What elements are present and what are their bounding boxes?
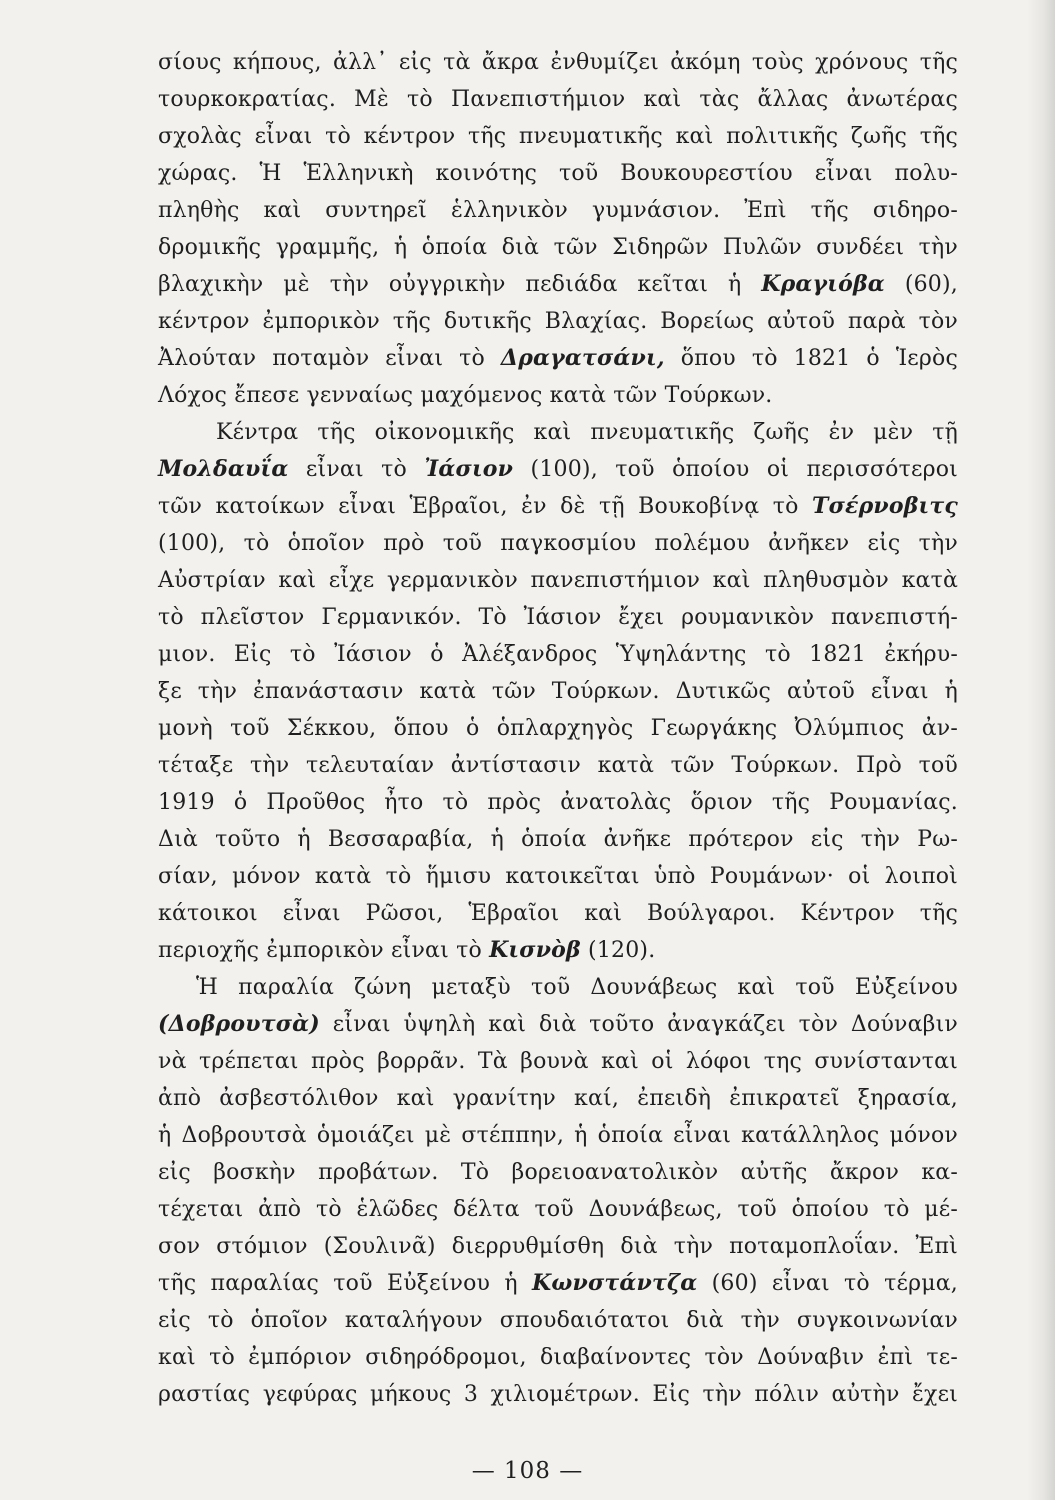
text-line: Λόχος ἔπεσε γενναίως μαχόμενος κατὰ τῶν Τούρκων.: [158, 383, 773, 408]
place-name-constanta: Κωνστάντζα: [532, 1270, 698, 1296]
text-run: (120).: [580, 938, 656, 963]
text-line: [158, 1006, 958, 1043]
text-line: ἡ Δοβρουτσὰ ὁμοιάζει μὲ στέππην, ἡ ὁποία εἶναι κατάλληλος μόνον: [158, 1123, 958, 1148]
text-run: (60),: [884, 272, 958, 297]
text-line: [158, 1265, 958, 1302]
text-line-paragraph-start: Ἡ παραλία ζώνη μεταξὺ τοῦ Δουνάβεως καὶ τοῦ Εὐξείνου: [196, 975, 958, 1000]
page-number: — 108 —: [471, 1458, 584, 1484]
text-line: ἀπὸ ἀσβεστόλιθον καὶ γρανίτην καί, ἐπειδὴ ἐπικρατεῖ ξηρασία,: [158, 1086, 958, 1111]
text-line: 1919 ὁ Προῦθος ἦτο τὸ πρὸς ἀνατολὰς ὅριον τῆς Ρουμανίας.: [158, 790, 958, 815]
text-run: (100), τοῦ ὁποίου οἱ περισσότεροι: [513, 457, 958, 482]
text-line: χώρας. Ἡ Ἑλληνικὴ κοινότης τοῦ Βουκουρεστίου εἶναι πολυ-: [158, 161, 958, 186]
text-run: (60) εἶναι τὸ τέρμα,: [697, 1271, 958, 1296]
text-run: εἶναι τὸ: [288, 457, 425, 482]
text-line: Διὰ τοῦτο ἡ Βεσσαραβία, ἡ ὁποία ἀνῆκε πρότερον εἰς τὴν Ρω-: [158, 827, 958, 852]
place-name-moldavia: Μολδαυΐα: [158, 456, 289, 482]
place-name-dobruja: (Δοβρουτσὰ): [158, 1011, 320, 1037]
text-line: [158, 932, 958, 969]
text-line: τέταξε τὴν τελευταίαν ἀντίστασιν κατὰ τῶν Τούρκων. Πρὸ τοῦ: [158, 753, 958, 778]
text-run: ὅπου τὸ 1821 ὁ Ἱερὸς: [664, 346, 958, 371]
text-line: τέχεται ἀπὸ τὸ ἑλῶδες δέλτα τοῦ Δουνάβεως, τοῦ ὁποίου τὸ μέ-: [158, 1197, 958, 1222]
text-line: σον στόμιον (Σουλινᾶ) διερρυθμίσθη διὰ τὴν ποταμοπλοΐαν. Ἐπὶ: [158, 1234, 958, 1259]
text-line: εἰς τὸ ὁποῖον καταλήγουν σπουδαιότατοι διὰ τὴν συγκοινωνίαν: [158, 1308, 958, 1333]
text-run: εἶναι ὑψηλὴ καὶ διὰ τοῦτο ἀναγκάζει τὸν Δούναβιν: [319, 1012, 958, 1037]
place-name-chisinau: Κισνὸβ: [489, 937, 581, 963]
text-line: μονὴ τοῦ Σέκκου, ὅπου ὁ ὁπλαρχηγὸς Γεωργάκης Ὀλύμπιος ἀν-: [158, 716, 958, 741]
text-line: (100), τὸ ὁποῖον πρὸ τοῦ παγκοσμίου πολέμου ἀνῆκεν εἰς τὴν: [158, 531, 958, 556]
text-line: σχολὰς εἶναι τὸ κέντρον τῆς πνευματικῆς καὶ πολιτικῆς ζωῆς τῆς: [158, 124, 958, 149]
text-line: [158, 266, 958, 303]
text-line: [158, 488, 958, 525]
text-line: πληθὴς καὶ συντηρεῖ ἑλληνικὸν γυμνάσιον. Ἐπὶ τῆς σιδηρο-: [158, 198, 958, 223]
text-run: τῶν κατοίκων εἶναι Ἑβραῖοι, ἐν δὲ τῇ Βουκοβίνᾳ τὸ: [158, 494, 812, 519]
place-name-chernivtsi: Τσέρνοβιτς: [812, 493, 958, 519]
text-run: τῆς παραλίας τοῦ Εὐξείνου ἡ: [158, 1271, 533, 1296]
text-line: κέντρον ἐμπορικὸν τῆς δυτικῆς Βλαχίας. Βορείως αὐτοῦ παρὰ τὸν: [158, 309, 958, 334]
text-run: περιοχῆς ἐμπορικὸν εἶναι τὸ: [158, 938, 490, 963]
text-line: σίους κήπους, ἀλλ᾿ εἰς τὰ ἄκρα ἐνθυμίζει ἀκόμη τοὺς χρόνους τῆς: [158, 50, 958, 75]
text-line: [158, 340, 958, 377]
text-line: σίαν, μόνον κατὰ τὸ ἥμισυ κατοικεῖται ὑπὸ Ρουμάνων· οἱ λοιποὶ: [158, 864, 958, 889]
text-line: καὶ τὸ ἐμπόριον σιδηρόδρομοι, διαβαίνοντες τὸν Δούναβιν ἐπὶ τε-: [158, 1345, 958, 1370]
text-line: Αὐστρίαν καὶ εἶχε γερμανικὸν πανεπιστήμιον καὶ πληθυσμὸν κατὰ: [158, 568, 958, 593]
page-edge-shadow: [1027, 0, 1055, 1500]
text-line: τὸ πλεῖστον Γερμανικόν. Τὸ Ἰάσιον ἔχει ρουμανικὸν πανεπιστή-: [158, 605, 958, 630]
body-text: [158, 44, 958, 1413]
place-name-iasi: Ἰάσιον: [424, 456, 514, 482]
text-line: εἰς βοσκὴν προβάτων. Τὸ βορειοανατολικὸν αὐτῆς ἄκρον κα-: [158, 1160, 958, 1185]
place-name-craiova: Κραγιόβα: [761, 271, 885, 297]
text-line: μιον. Εἰς τὸ Ἰάσιον ὁ Ἀλέξανδρος Ὑψηλάντης τὸ 1821 ἐκήρυ-: [158, 642, 958, 667]
text-run: βλαχικὴν μὲ τὴν οὐγγρικὴν πεδιάδα κεῖται ἡ: [158, 272, 762, 297]
text-run: Ἀλούταν ποταμὸν εἶναι τὸ: [158, 346, 501, 371]
text-line-paragraph-start: Κέντρα τῆς οἰκονομικῆς καὶ πνευματικῆς ζωῆς ἐν μὲν τῇ: [216, 420, 958, 445]
text-line: νὰ τρέπεται πρὸς βορρᾶν. Τὰ βουνὰ καὶ οἱ λόφοι της συνίστανται: [158, 1049, 958, 1074]
text-line: δρομικῆς γραμμῆς, ἡ ὁποία διὰ τῶν Σιδηρῶν Πυλῶν συνδέει τὴν: [158, 235, 958, 260]
place-name-dragasani: Δραγατσάνι,: [500, 345, 665, 371]
text-line: ραστίας γεφύρας μήκους 3 χιλιομέτρων. Εἰς τὴν πόλιν αὐτὴν ἔχει: [158, 1382, 958, 1407]
text-line: τουρκοκρατίας. Μὲ τὸ Πανεπιστήμιον καὶ τὰς ἄλλας ἀνωτέρας: [158, 87, 958, 112]
text-line: κάτοικοι εἶναι Ρῶσοι, Ἑβραῖοι καὶ Βούλγαροι. Κέντρον τῆς: [158, 901, 958, 926]
text-line: [158, 451, 958, 488]
text-line: ξε τὴν ἐπανάστασιν κατὰ τῶν Τούρκων. Δυτικῶς αὐτοῦ εἶναι ἡ: [158, 679, 958, 704]
